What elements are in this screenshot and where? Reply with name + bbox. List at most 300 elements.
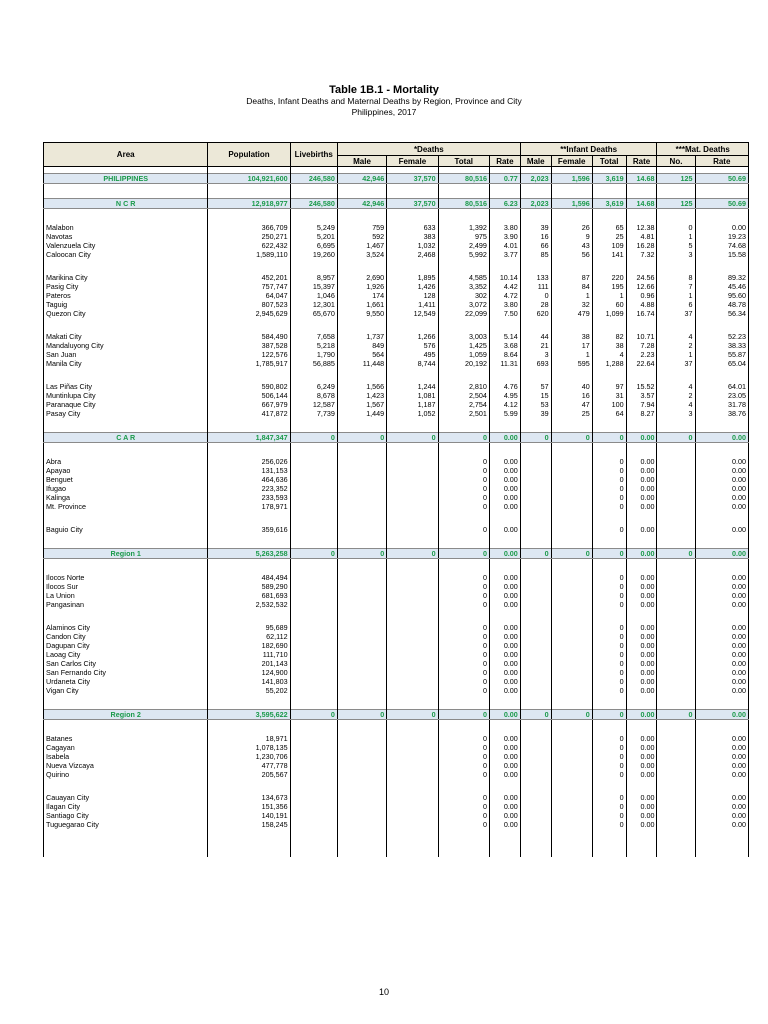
cell-dt: 0 (438, 582, 489, 591)
cell-it: 0 (592, 475, 626, 484)
cell-mr: 0.00 (695, 493, 749, 502)
cell-lb (290, 734, 337, 743)
spacer-row (44, 318, 749, 332)
cell-lb (290, 779, 337, 793)
spacer-row (44, 167, 749, 174)
cell-dt (438, 720, 489, 735)
cell-dt (438, 829, 489, 843)
table-row (44, 793, 749, 802)
cell-lb (290, 559, 337, 574)
cell-dr: 0.00 (489, 591, 520, 600)
cell-if (551, 259, 592, 273)
cell-pop: 484,494 (208, 573, 290, 582)
cell-mr: 48.78 (695, 300, 749, 309)
cell-dt: 0 (438, 668, 489, 677)
cell-mr: 45.46 (695, 282, 749, 291)
cell-area: Pasig City (44, 282, 208, 291)
cell-mr: 55.87 (695, 350, 749, 359)
cell-dm (337, 779, 386, 793)
cell-im (520, 475, 551, 484)
cell-mn (657, 457, 695, 466)
cell-im: 0 (520, 433, 551, 443)
spacer-row (44, 559, 749, 574)
cell-dm: 0 (337, 433, 386, 443)
cell-im: 21 (520, 341, 551, 350)
cell-mr (695, 418, 749, 433)
cell-pop (208, 534, 290, 549)
cell-mr: 0.00 (695, 710, 749, 720)
cell-pop: 1,785,917 (208, 359, 290, 368)
cell-mn (657, 475, 695, 484)
cell-mr (695, 167, 749, 174)
cell-df: 1,411 (387, 300, 438, 309)
cell-mn (657, 534, 695, 549)
cell-dm (337, 695, 386, 710)
table-row (44, 573, 749, 582)
cell-dt: 2,754 (438, 400, 489, 409)
cell-df (387, 591, 438, 600)
cell-dm: 42,946 (337, 174, 386, 184)
table-row (44, 457, 749, 466)
cell-area (44, 418, 208, 433)
cell-pop: 122,576 (208, 350, 290, 359)
cell-pop (208, 259, 290, 273)
cell-mr: 74.68 (695, 241, 749, 250)
cell-lb (290, 167, 337, 174)
cell-if (551, 457, 592, 466)
cell-dm: 1,737 (337, 332, 386, 341)
cell-dm: 849 (337, 341, 386, 350)
cell-dt: 0 (438, 549, 489, 559)
cell-if (551, 650, 592, 659)
cell-mn (657, 686, 695, 695)
cell-if: 479 (551, 309, 592, 318)
cell-im (520, 770, 551, 779)
cell-dm: 592 (337, 232, 386, 241)
cell-if (551, 591, 592, 600)
cell-if (551, 641, 592, 650)
cell-df (387, 259, 438, 273)
cell-dt (438, 167, 489, 174)
cell-area: PHILIPPINES (44, 174, 208, 184)
cell-dm (337, 457, 386, 466)
cell-mn (657, 843, 695, 857)
region-total-row (44, 433, 749, 443)
cell-dt: 0 (438, 761, 489, 770)
cell-im (520, 457, 551, 466)
cell-if: 47 (551, 400, 592, 409)
cell-mn (657, 793, 695, 802)
cell-dm (337, 418, 386, 433)
cell-mr: 0.00 (695, 549, 749, 559)
cell-mr (695, 779, 749, 793)
cell-lb (290, 668, 337, 677)
cell-if (551, 466, 592, 475)
cell-df (387, 720, 438, 735)
cell-lb (290, 184, 337, 199)
cell-dt: 2,499 (438, 241, 489, 250)
cell-mr (695, 559, 749, 574)
cell-pop: 233,593 (208, 493, 290, 502)
cell-mr: 19.23 (695, 232, 749, 241)
cell-it: 1 (592, 291, 626, 300)
cell-ir (626, 559, 657, 574)
cell-dr: 3.77 (489, 250, 520, 259)
cell-lb (290, 686, 337, 695)
cell-mr (695, 368, 749, 382)
cell-mr: 0.00 (695, 582, 749, 591)
cell-dr (489, 184, 520, 199)
page-number: 10 (378, 987, 389, 997)
cell-pop (208, 695, 290, 710)
cell-mr: 0.00 (695, 632, 749, 641)
table-titles (0, 84, 768, 118)
cell-it: 0 (592, 457, 626, 466)
cell-mn (657, 829, 695, 843)
cell-im (520, 779, 551, 793)
cell-im: 39 (520, 223, 551, 232)
cell-it: 4 (592, 350, 626, 359)
cell-dm (337, 582, 386, 591)
cell-ir: 14.68 (626, 174, 657, 184)
cell-mr: 64.01 (695, 382, 749, 391)
cell-dr: 11.31 (489, 359, 520, 368)
cell-im: 693 (520, 359, 551, 368)
cell-mr: 38.33 (695, 341, 749, 350)
cell-dr: 0.00 (489, 582, 520, 591)
table-row (44, 632, 749, 641)
cell-dt: 0 (438, 433, 489, 443)
cell-df: 1,032 (387, 241, 438, 250)
cell-im (520, 418, 551, 433)
cell-mn: 1 (657, 291, 695, 300)
cell-if (551, 734, 592, 743)
table-row (44, 623, 749, 632)
col-livebirths: Livebirths (290, 143, 337, 167)
cell-area: Muntinlupa City (44, 391, 208, 400)
cell-df: 37,570 (387, 199, 438, 209)
cell-ir: 0.00 (626, 549, 657, 559)
cell-it: 82 (592, 332, 626, 341)
cell-mr: 0.00 (695, 502, 749, 511)
cell-lb: 56,885 (290, 359, 337, 368)
cell-mr: 0.00 (695, 802, 749, 811)
cell-mn (657, 677, 695, 686)
cell-mn (657, 650, 695, 659)
table-row (44, 341, 749, 350)
cell-mn: 2 (657, 391, 695, 400)
cell-area: Malabon (44, 223, 208, 232)
cell-pop: 3,595,622 (208, 710, 290, 720)
cell-dr: 0.00 (489, 466, 520, 475)
cell-area: San Fernando City (44, 668, 208, 677)
cell-if: 84 (551, 282, 592, 291)
cell-it: 0 (592, 710, 626, 720)
cell-ir: 2.23 (626, 350, 657, 359)
cell-area: Taguig (44, 300, 208, 309)
cell-lb (290, 259, 337, 273)
cell-if (551, 167, 592, 174)
cell-im: 57 (520, 382, 551, 391)
cell-dr: 3.90 (489, 232, 520, 241)
cell-mr: 15.58 (695, 250, 749, 259)
cell-dm: 3,524 (337, 250, 386, 259)
cell-pop (208, 609, 290, 623)
cell-ir: 3.57 (626, 391, 657, 400)
cell-mn (657, 811, 695, 820)
cell-pop: 250,271 (208, 232, 290, 241)
cell-ir: 7.94 (626, 400, 657, 409)
cell-df: 383 (387, 232, 438, 241)
cell-pop (208, 720, 290, 735)
cell-ir: 0.00 (626, 582, 657, 591)
cell-dm (337, 591, 386, 600)
cell-df (387, 820, 438, 829)
cell-dm (337, 677, 386, 686)
spacer-row (44, 209, 749, 224)
cell-im (520, 600, 551, 609)
cell-area: Isabela (44, 752, 208, 761)
table-row (44, 734, 749, 743)
cell-lb (290, 609, 337, 623)
cell-mr: 0.00 (695, 475, 749, 484)
cell-dm (337, 668, 386, 677)
cell-lb (290, 770, 337, 779)
cell-if (551, 318, 592, 332)
cell-dm: 1,661 (337, 300, 386, 309)
cell-ir: 0.00 (626, 686, 657, 695)
cell-it (592, 259, 626, 273)
cell-it (592, 843, 626, 857)
cell-df (387, 632, 438, 641)
cell-df: 8,744 (387, 359, 438, 368)
cell-if (551, 752, 592, 761)
cell-dm (337, 686, 386, 695)
cell-mr: 0.00 (695, 734, 749, 743)
cell-dt (438, 259, 489, 273)
col-infant-deaths: **Infant Deaths (520, 143, 657, 156)
cell-im (520, 443, 551, 458)
cell-im (520, 632, 551, 641)
cell-im: 133 (520, 273, 551, 282)
cell-im (520, 591, 551, 600)
cell-dr: 4.76 (489, 382, 520, 391)
cell-it: 0 (592, 659, 626, 668)
cell-im (520, 209, 551, 224)
cell-dm: 0 (337, 710, 386, 720)
cell-if (551, 600, 592, 609)
cell-pop: 131,153 (208, 466, 290, 475)
cell-pop: 182,690 (208, 641, 290, 650)
cell-if: 87 (551, 273, 592, 282)
cell-dm (337, 770, 386, 779)
cell-dr: 0.00 (489, 752, 520, 761)
cell-mn: 7 (657, 282, 695, 291)
cell-ir: 0.00 (626, 457, 657, 466)
cell-im (520, 641, 551, 650)
cell-dm (337, 475, 386, 484)
cell-area: Region 2 (44, 710, 208, 720)
cell-if: 9 (551, 232, 592, 241)
table-row (44, 332, 749, 341)
cell-df (387, 418, 438, 433)
cell-dt (438, 559, 489, 574)
cell-lb: 6,249 (290, 382, 337, 391)
spacer-row (44, 829, 749, 843)
cell-dt: 0 (438, 743, 489, 752)
spacer-row (44, 368, 749, 382)
cell-dm: 9,550 (337, 309, 386, 318)
col-deaths-female: Female (387, 156, 438, 167)
col-deaths: *Deaths (337, 143, 520, 156)
cell-it: 0 (592, 793, 626, 802)
cell-ir (626, 720, 657, 735)
cell-pop: 590,802 (208, 382, 290, 391)
cell-df (387, 466, 438, 475)
cell-dt: 1,059 (438, 350, 489, 359)
cell-df (387, 559, 438, 574)
cell-area: Santiago City (44, 811, 208, 820)
cell-lb (290, 457, 337, 466)
cell-mr (695, 259, 749, 273)
cell-it: 1,099 (592, 309, 626, 318)
table-row (44, 382, 749, 391)
table-row (44, 282, 749, 291)
cell-dm (337, 623, 386, 632)
cell-df: 128 (387, 291, 438, 300)
cell-area: Ilagan City (44, 802, 208, 811)
cell-df (387, 686, 438, 695)
cell-df: 1,426 (387, 282, 438, 291)
cell-it: 31 (592, 391, 626, 400)
cell-if (551, 623, 592, 632)
cell-dr: 0.00 (489, 600, 520, 609)
cell-pop (208, 418, 290, 433)
cell-it: 220 (592, 273, 626, 282)
table-row (44, 650, 749, 659)
cell-area (44, 829, 208, 843)
cell-lb: 15,397 (290, 282, 337, 291)
cell-it: 0 (592, 811, 626, 820)
table-row (44, 582, 749, 591)
cell-dt: 0 (438, 600, 489, 609)
cell-area (44, 534, 208, 549)
cell-mn: 8 (657, 273, 695, 282)
table-body (44, 167, 749, 858)
cell-df: 2,468 (387, 250, 438, 259)
cell-dr: 0.00 (489, 743, 520, 752)
cell-if (551, 573, 592, 582)
table-subtitle: Deaths, Infant Deaths and Maternal Deaths by Region, Province and City (246, 96, 522, 106)
cell-mr (695, 209, 749, 224)
cell-dm (337, 659, 386, 668)
cell-mn (657, 632, 695, 641)
cell-mn: 1 (657, 232, 695, 241)
cell-ir (626, 368, 657, 382)
cell-pop (208, 209, 290, 224)
cell-dt (438, 418, 489, 433)
cell-im (520, 820, 551, 829)
cell-dr: 0.00 (489, 493, 520, 502)
cell-im: 39 (520, 409, 551, 418)
cell-pop (208, 368, 290, 382)
cell-ir: 0.00 (626, 752, 657, 761)
cell-mn (657, 184, 695, 199)
cell-lb (290, 573, 337, 582)
cell-dr: 0.00 (489, 650, 520, 659)
cell-dt (438, 368, 489, 382)
cell-it: 109 (592, 241, 626, 250)
cell-im: 85 (520, 250, 551, 259)
cell-df (387, 695, 438, 710)
cell-dr: 0.00 (489, 761, 520, 770)
cell-df (387, 209, 438, 224)
cell-dt: 0 (438, 573, 489, 582)
cell-mn (657, 209, 695, 224)
cell-df (387, 368, 438, 382)
cell-dt (438, 609, 489, 623)
cell-if: 1,596 (551, 199, 592, 209)
cell-mr: 0.00 (695, 641, 749, 650)
cell-it: 0 (592, 641, 626, 650)
cell-lb (290, 695, 337, 710)
cell-mn: 3 (657, 409, 695, 418)
cell-dm (337, 752, 386, 761)
cell-dt: 22,099 (438, 309, 489, 318)
spacer-row (44, 779, 749, 793)
table-row (44, 391, 749, 400)
cell-mn: 37 (657, 309, 695, 318)
cell-pop: 5,263,258 (208, 549, 290, 559)
col-infant-male: Male (520, 156, 551, 167)
cell-dr (489, 368, 520, 382)
cell-im: 0 (520, 549, 551, 559)
cell-df (387, 457, 438, 466)
cell-if (551, 502, 592, 511)
cell-im (520, 609, 551, 623)
cell-df (387, 582, 438, 591)
cell-area: San Juan (44, 350, 208, 359)
cell-ir: 0.00 (626, 600, 657, 609)
cell-ir: 0.00 (626, 591, 657, 600)
cell-area: Batanes (44, 734, 208, 743)
cell-area: Ilocos Norte (44, 573, 208, 582)
cell-it: 0 (592, 433, 626, 443)
cell-if (551, 632, 592, 641)
cell-it: 0 (592, 493, 626, 502)
cell-dr: 0.00 (489, 686, 520, 695)
cell-dr: 0.00 (489, 475, 520, 484)
cell-area: Caloocan City (44, 250, 208, 259)
cell-df (387, 650, 438, 659)
cell-if (551, 829, 592, 843)
cell-pop: 104,921,600 (208, 174, 290, 184)
cell-lb: 7,658 (290, 332, 337, 341)
cell-ir (626, 829, 657, 843)
cell-df: 576 (387, 341, 438, 350)
cell-im (520, 761, 551, 770)
cell-ir: 0.00 (626, 623, 657, 632)
cell-df: 1,052 (387, 409, 438, 418)
cell-area: Abra (44, 457, 208, 466)
cell-dm (337, 641, 386, 650)
cell-if: 43 (551, 241, 592, 250)
cell-lb: 0 (290, 433, 337, 443)
cell-ir: 0.00 (626, 770, 657, 779)
cell-im (520, 793, 551, 802)
cell-lb (290, 443, 337, 458)
col-area: Area (44, 143, 208, 167)
